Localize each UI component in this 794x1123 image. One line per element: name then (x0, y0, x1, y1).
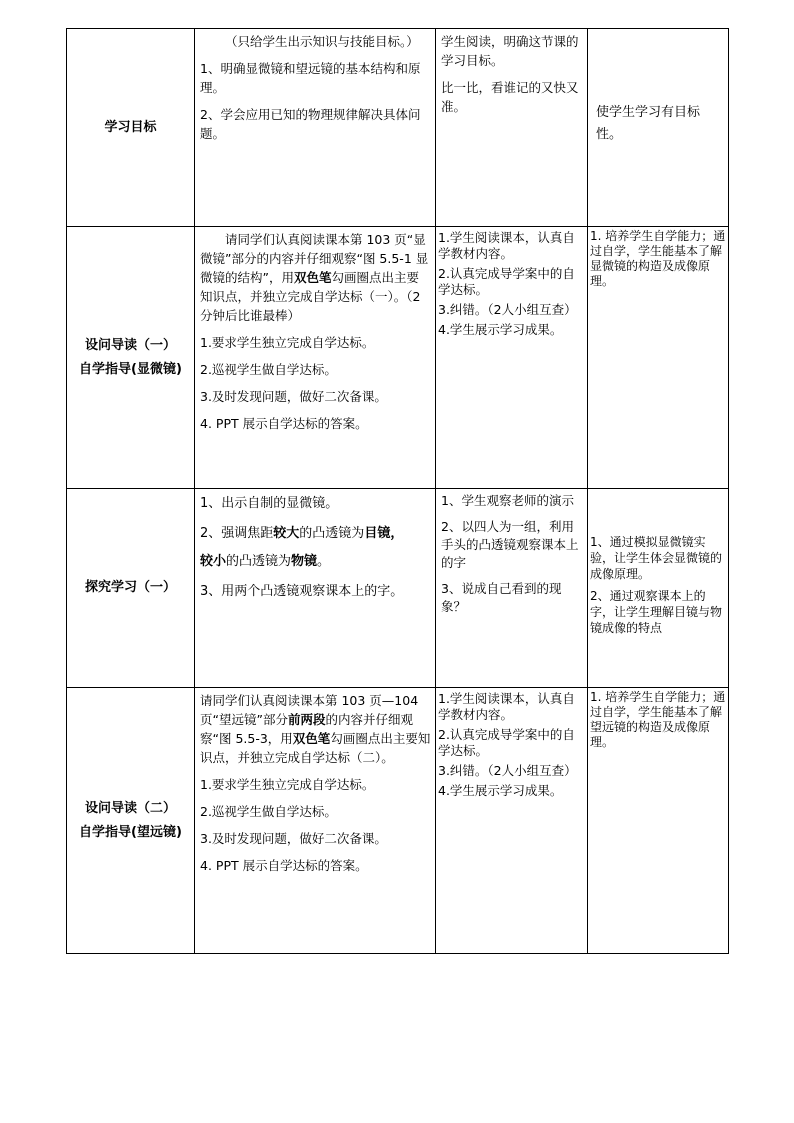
cell-text: 1. 培养学生自学能力；通过自学，学生能基本了解显微镜的构造及成像原理。 (590, 229, 726, 288)
row-label-text: 探究学习（一） (84, 580, 176, 595)
row-label-text: 学习目标 (104, 119, 157, 135)
teacher-activity-cell (195, 227, 436, 489)
table-row (67, 688, 729, 954)
emphasis-text: 前两段 (287, 712, 326, 727)
cell-text: 3.及时发现问题，做好二次备课。 (200, 831, 387, 846)
cell-text: 1、明确显微镜和望远镜的基本结构和原理。 (200, 61, 421, 95)
cell-text: 学生阅读，明确这节课的学习目标。 (441, 34, 579, 68)
cell-text: 3.纠错。（2人小组互查） (438, 763, 577, 778)
cell-text: 1.学生阅读课本，认真自学教材内容。 (438, 691, 575, 722)
cell-text: 2.巡视学生做自学达标。 (200, 804, 337, 819)
row-label (67, 489, 195, 688)
cell-text: 2、学会应用已知的物理规律解决具体问题。 (200, 107, 421, 141)
cell-text: 1、出示自制的显微镜。 (200, 496, 339, 511)
cell-text: 4. PPT 展示自学达标的答案。 (200, 416, 368, 431)
table-row (67, 29, 729, 227)
design-intent-cell (588, 29, 729, 227)
cell-text: 4. PPT 展示自学达标的答案。 (200, 858, 368, 873)
cell-text: 1.学生阅读课本，认真自学教材内容。 (438, 230, 575, 261)
cell-text: 1、通过模拟显微镜实验，让学生体会显微镜的成像原理。 (590, 535, 723, 581)
emphasis-text: 物镜 (291, 554, 318, 569)
teacher-intro (200, 691, 431, 767)
cell-text: （只给学生出示知识与技能目标。） (225, 34, 419, 49)
student-activity-cell (436, 227, 588, 489)
cell-text: 2.巡视学生做自学达标。 (200, 362, 337, 377)
cell-text: 3.及时发现问题，做好二次备课。 (200, 389, 387, 404)
cell-text: 3.纠错。（2人小组互查） (438, 302, 577, 317)
lesson-plan-table (66, 28, 729, 954)
cell-text: 1.要求学生独立完成自学达标。 (200, 777, 375, 792)
row-label (67, 29, 195, 227)
cell-text: 2.认真完成导学案中的自学达标。 (438, 266, 575, 297)
cell-text: 2、强调焦距 (200, 526, 274, 541)
row-label (67, 688, 195, 954)
cell-text: 请同学们认真阅读课本第 103 页“显微镜”部分的内容并仔细观察“图 5.5-1 显微镜的结构”，用 (200, 232, 429, 285)
design-intent-cell (588, 688, 729, 954)
cell-text: 4.学生展示学习成果。 (438, 322, 563, 337)
cell-text: 4.学生展示学习成果。 (438, 783, 563, 798)
design-intent-cell (588, 227, 729, 489)
cell-text: 2、通过观察课本上的字，让学生理解目镜与物镜成像的特点 (590, 589, 723, 635)
teacher-activity-cell (195, 489, 436, 688)
design-intent-cell (588, 489, 729, 688)
student-activity-cell (436, 688, 588, 954)
cell-text: 3、说成自己看到的现象？ (441, 581, 562, 614)
teacher-intro (200, 230, 431, 325)
cell-text: 2.认真完成导学案中的自学达标。 (438, 727, 575, 758)
emphasis-text: 较大 (273, 526, 300, 541)
table-row (67, 227, 729, 489)
cell-text: 的凸透镜为 (299, 526, 365, 541)
student-activity-cell (436, 29, 588, 227)
cell-text: 的内容并仔细观察“图 5.5-3，用 (200, 712, 413, 746)
cell-text: 比一比，看谁记的又快又准。 (441, 80, 579, 114)
teacher-activity-cell (195, 29, 436, 227)
student-activity-cell (436, 489, 588, 688)
cell-text: 使学生学习有目标性。 (596, 104, 701, 142)
cell-text: 勾画圈点出主要知识点，并独立完成自学达标（一）。（2 分钟后比谁最棒） (200, 270, 421, 323)
cell-text: 2、以四人为一组，利用手头的凸透镜观察课本上的字 (441, 519, 579, 570)
cell-text: 。 (317, 554, 331, 569)
table-row (67, 489, 729, 688)
row-label-text: 自学指导(显微镜) (79, 361, 182, 377)
cell-text: 勾画圈点出主要知识点，并独立完成自学达标（二）。 (200, 731, 431, 765)
row-label-text: 设问导读（一） (84, 337, 176, 353)
row-label-text: 自学指导(望远镜) (79, 824, 182, 840)
cell-text: 3、用两个凸透镜观察课本上的字。 (200, 584, 404, 599)
row-label (67, 227, 195, 489)
teacher-activity-cell (195, 688, 436, 954)
row-label-text: 设问导读（二） (84, 800, 176, 816)
teacher-step-2-cont (200, 550, 431, 574)
cell-text: 请同学们认真阅读课本第 103 页—104 页“望远镜”部分 (200, 693, 419, 727)
cell-text: 的凸透镜为 (226, 554, 292, 569)
emphasis-text: 目镜， (364, 526, 404, 541)
emphasis-text: 双色笔 (293, 270, 332, 285)
cell-text: 1. 培养学生自学能力；通过自学，学生能基本了解望远镜的构造及成像原理。 (590, 690, 726, 749)
cell-text: 1、学生观察老师的演示 (441, 493, 574, 508)
emphasis-text: 双色笔 (292, 731, 331, 746)
emphasis-text: 较小 (200, 554, 227, 569)
cell-text: 1.要求学生独立完成自学达标。 (200, 335, 375, 350)
teacher-step-2 (200, 522, 431, 546)
